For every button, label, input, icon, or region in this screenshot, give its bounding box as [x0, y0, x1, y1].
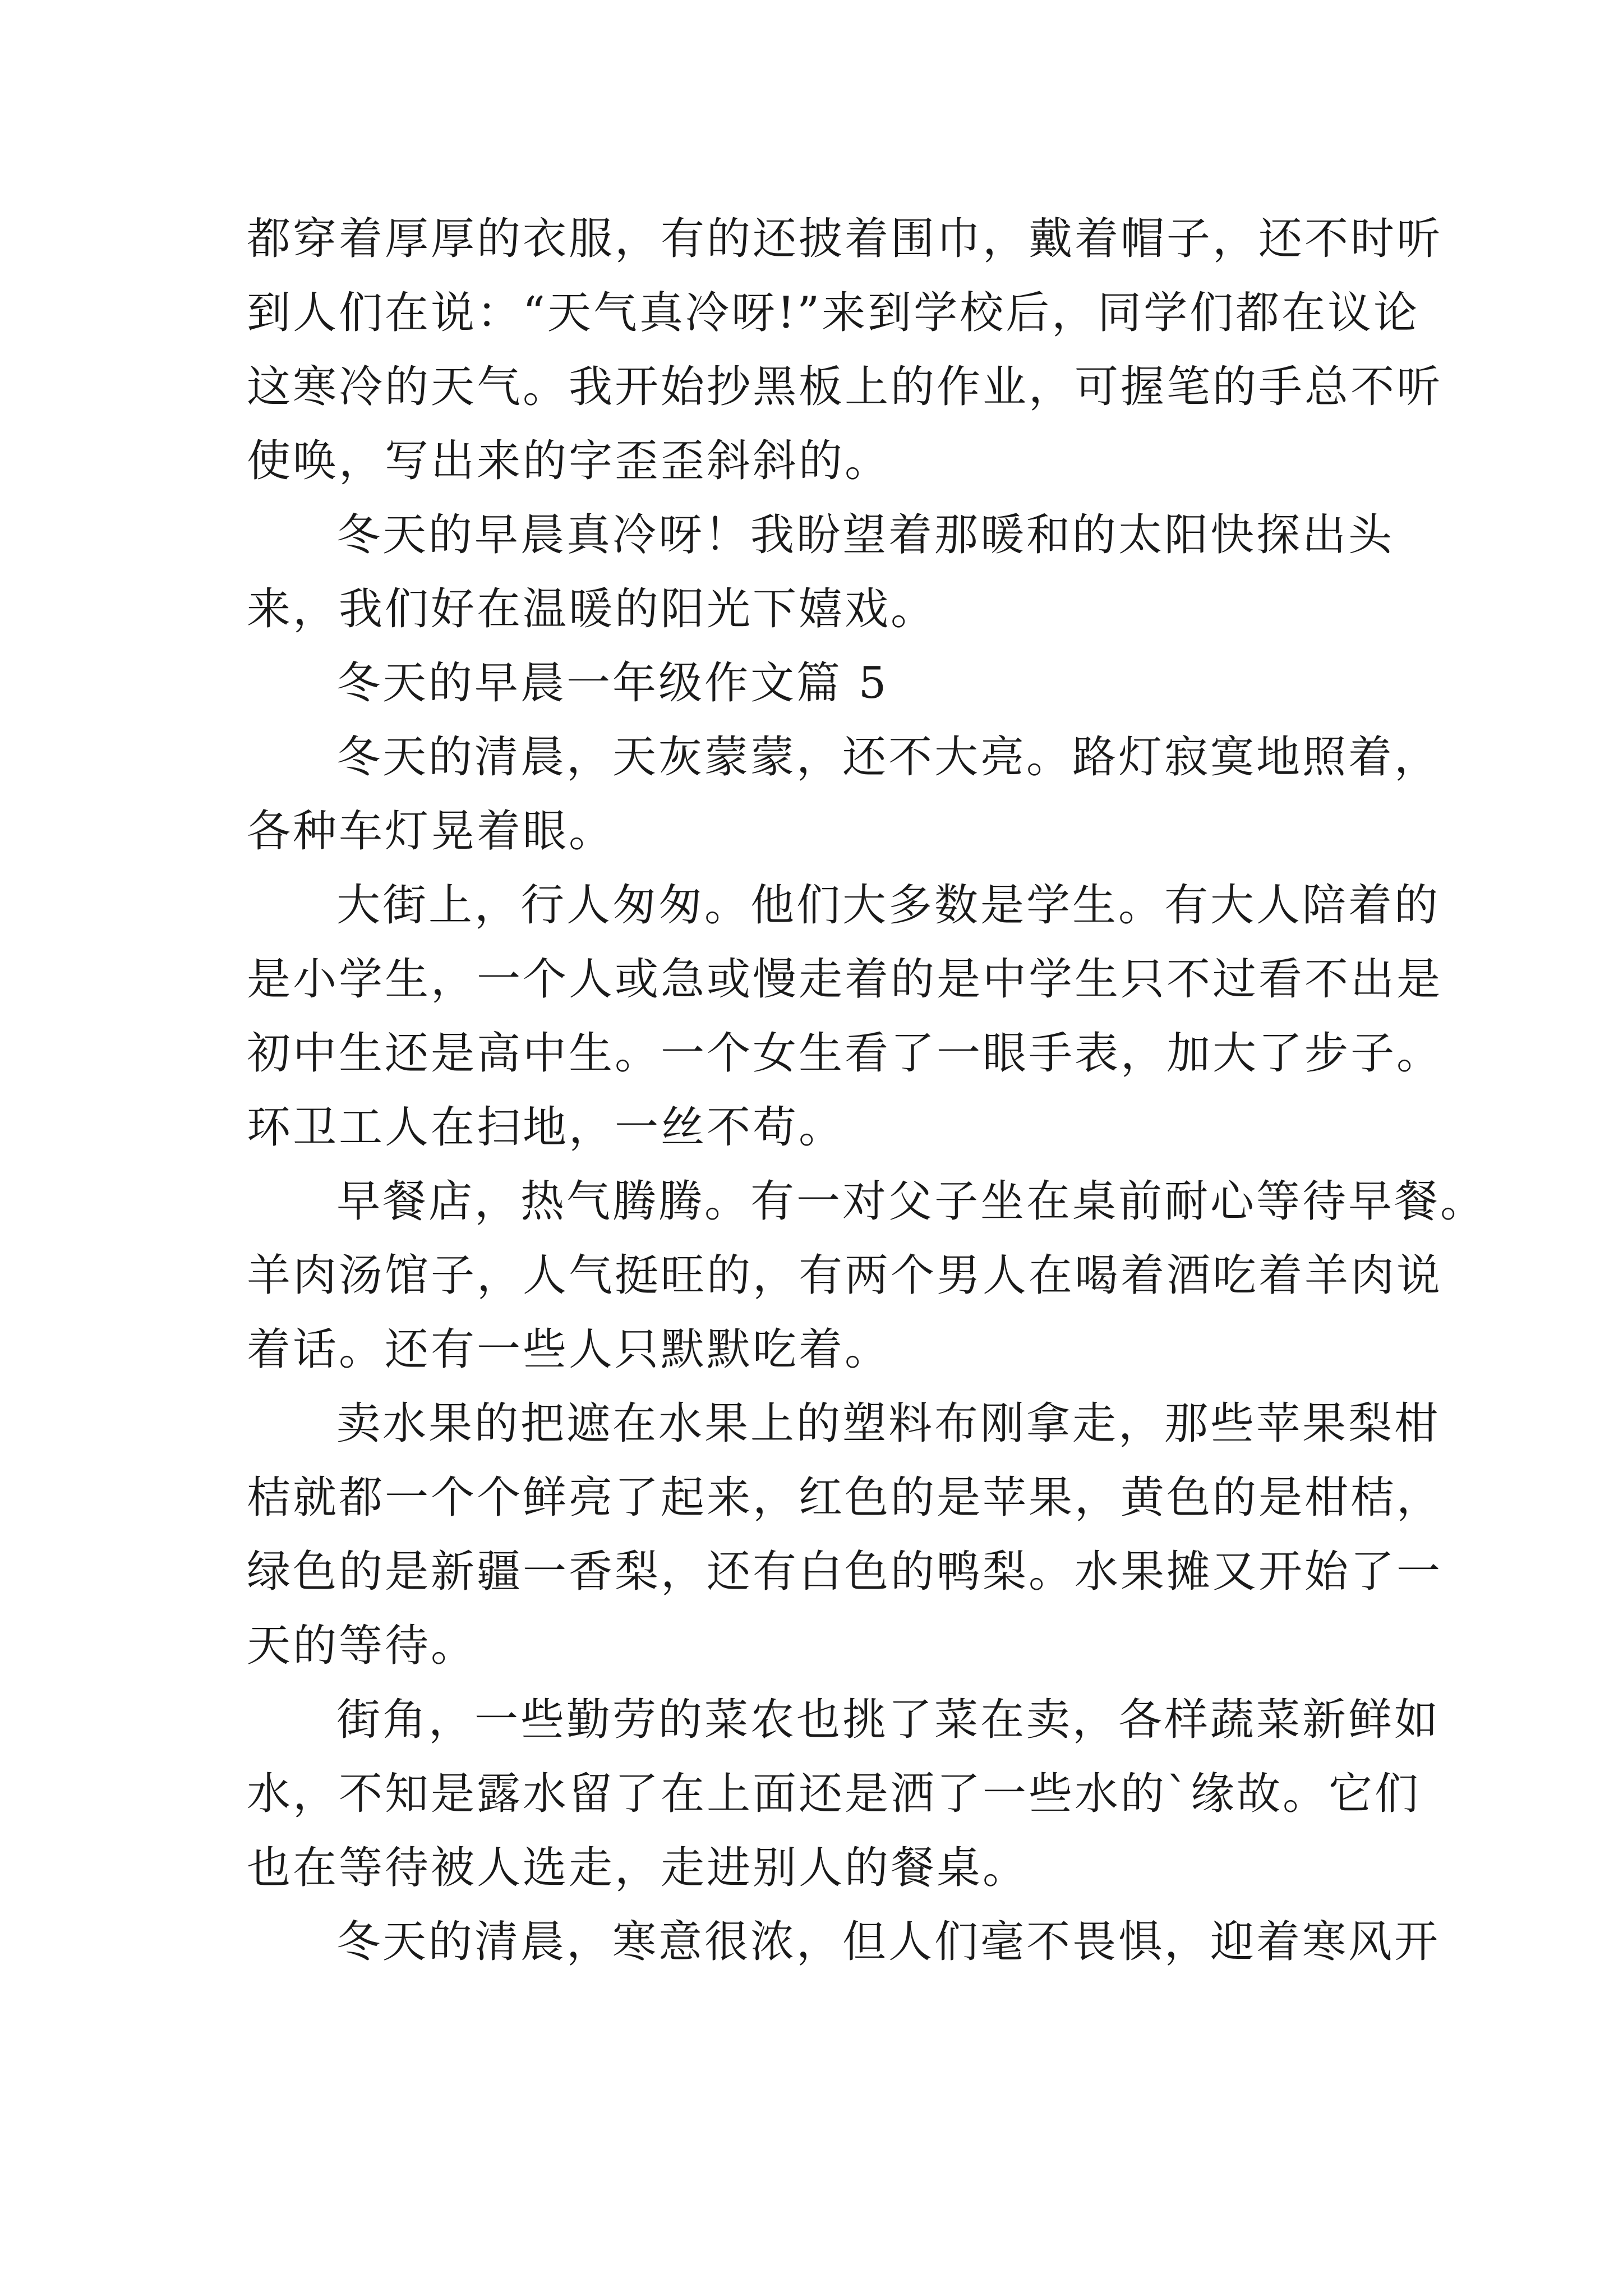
text-line: 早餐店，热气腾腾。有一对父子坐在桌前耐心等待早餐。 — [336, 1176, 1487, 1227]
text-line: 使唤，写出来的字歪歪斜斜的。 — [247, 436, 891, 486]
text-line: 羊肉汤馆子，人气挺旺的，有两个男人在喝着酒吃着羊肉说 — [247, 1250, 1443, 1301]
text-line: 冬天的清晨，天灰蒙蒙，还不大亮。路灯寂寞地照着， — [336, 732, 1441, 783]
text-line: 是小学生，一个人或急或慢走着的是中学生只不过看不出是 — [247, 954, 1443, 1005]
text-line: 水，不知是露水留了在上面还是洒了一些水的`缘故。它们 — [247, 1769, 1421, 1819]
text-line: 街角，一些勤劳的菜农也挑了菜在卖，各样蔬菜新鲜如 — [336, 1695, 1441, 1745]
text-line: 这寒冷的天气。我开始抄黑板上的作业，可握笔的手总不听 — [247, 362, 1443, 412]
text-line: 各种车灯晃着眼。 — [247, 806, 615, 857]
text-line: 着话。还有一些人只默默吃着。 — [247, 1324, 891, 1375]
text-line: 绿色的是新疆一香梨，还有白色的鸭梨。水果摊又开始了一 — [247, 1547, 1443, 1597]
text-line: 初中生还是高中生。一个女生看了一眼手表，加大了步子。 — [247, 1028, 1443, 1079]
text-line: 冬天的清晨，寒意很浓，但人们毫不畏惧，迎着寒风开 — [336, 1917, 1441, 1967]
text-line: 冬天的早晨真冷呀！我盼望着那暖和的太阳快探出头 — [336, 510, 1395, 560]
text-line: 来，我们好在温暖的阳光下嬉戏。 — [247, 584, 937, 634]
text-line: 天的等待。 — [247, 1621, 477, 1671]
text-line: 环卫工人在扫地，一丝不苟。 — [247, 1102, 845, 1153]
text-line: 到人们在说：“天气真冷呀!”来到学校后，同学们都在议论 — [247, 288, 1420, 338]
section-heading: 冬天的早晨一年级作文篇 5 — [336, 658, 889, 708]
text-line: 卖水果的把遮在水果上的塑料布刚拿走，那些苹果梨柑 — [336, 1398, 1441, 1449]
text-line: 都穿着厚厚的衣服，有的还披着围巾，戴着帽子，还不时听 — [247, 214, 1443, 264]
text-line: 桔就都一个个鲜亮了起来，红色的是苹果，黄色的是柑桔， — [247, 1473, 1443, 1523]
text-line: 也在等待被人选走，走进别人的餐桌。 — [247, 1843, 1029, 1893]
text-line: 大街上，行人匆匆。他们大多数是学生。有大人陪着的 — [336, 880, 1441, 931]
document-body — [247, 202, 1487, 1979]
